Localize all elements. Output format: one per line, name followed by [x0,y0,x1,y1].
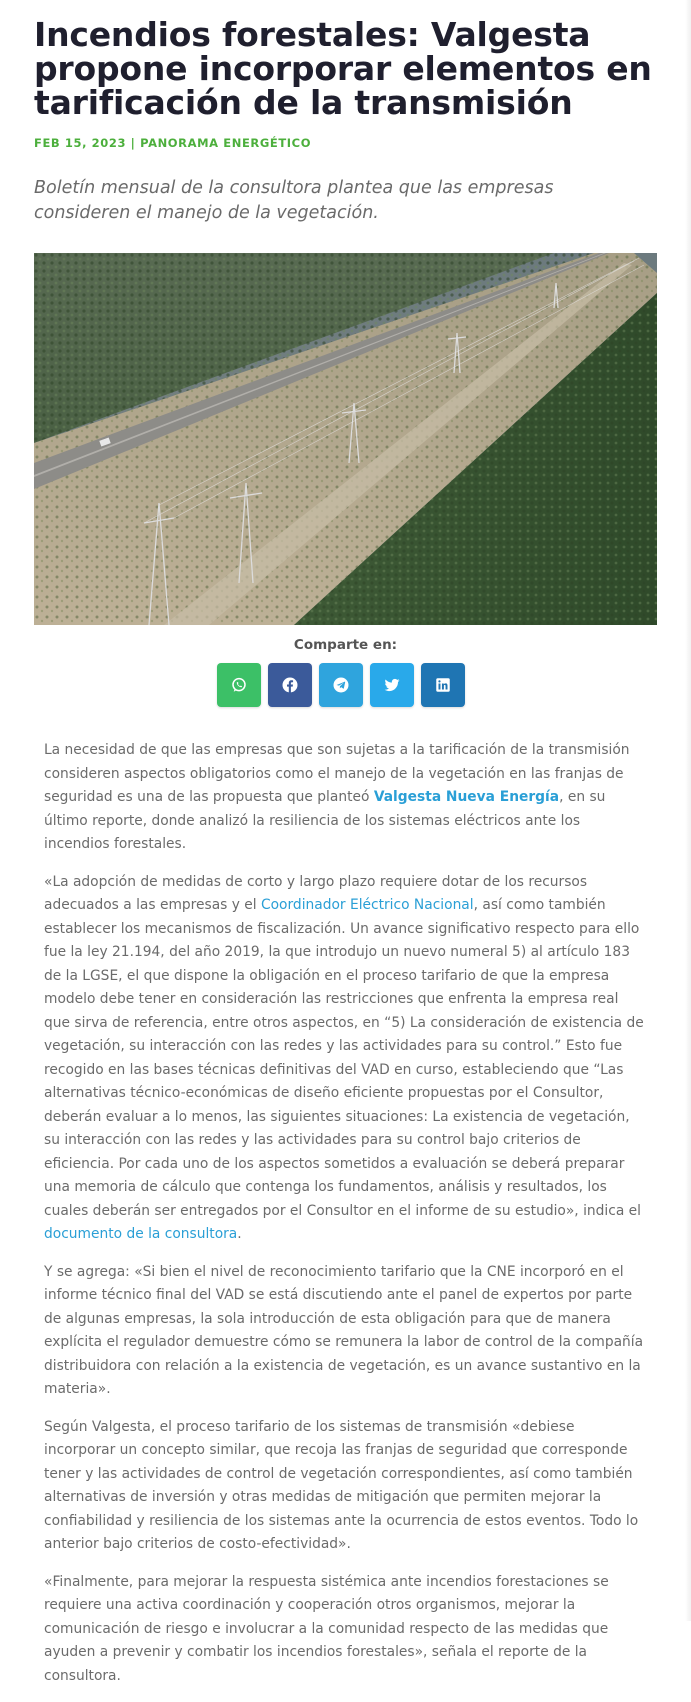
paragraph-2 [44,871,644,1247]
facebook-icon [281,676,299,694]
coordinador-link[interactable]: Coordinador Eléctrico Nacional [260,897,474,913]
share-telegram-button[interactable] [319,663,363,707]
page-edge-shadow [685,0,691,1621]
telegram-icon [332,676,350,694]
paragraph-1 [44,739,644,857]
article-meta [34,136,311,150]
share-buttons [217,663,465,707]
article-date: FEB 15, 2023 [34,136,127,150]
share-label: Comparte en: [293,637,398,653]
linkedin-icon [434,676,452,694]
documento-consultora-link[interactable]: documento de la consultora [44,1226,238,1242]
valgesta-link[interactable]: Valgesta Nueva Energía [373,789,560,805]
article-title: Incendios forestales: Valgesta propone incorporar elementos en tarificación de la transmisión [34,15,652,122]
paragraph-2-text: «La adopción de medidas de corto y largo plazo requiere dotar de los recursos adecuados a las empresas y el [44,873,588,913]
share-linkedin-button[interactable] [421,663,465,707]
paragraph-3: Y se agrega: «Si bien el nivel de reconocimiento tarifario que la CNE incorporó en el informe técnico final del VAD se está discutiendo ante el panel de expertos por parte de algunas empresas, la sola introducción de esta obligación para que de manera explícita el regulador demuestre cómo se remunera la labor de control de la compañía distribuidora con relación a la existencia de vegetación, es un avance sustantivo en la materia». [44,1263,644,1397]
article-body [44,739,644,1702]
aerial-forest-powerline-photo [34,253,657,625]
share-whatsapp-button[interactable] [217,663,261,707]
article-subtitle: Boletín mensual de la consultora plantea que las empresas consideren el manejo de la vegetación. [34,178,554,223]
meta-separator: | [126,136,141,150]
paragraph-2-text-end: . [237,1226,242,1242]
paragraph-1-text: La necesidad de que las empresas que son sujetas a la tarificación de la transmisión consideren aspectos obligatorios como el manejo de la vegetación en las franjas de seguridad es una de las propuesta que planteó [44,742,630,805]
share-twitter-button[interactable] [370,663,414,707]
whatsapp-icon [230,676,248,694]
paragraph-2-text-middle: , así como también establecer los mecanismos de fiscalización. Un avance significativo respecto para ello fue la ley 21.194, del año 2019, la que introdujo un nuevo numeral 5) al artículo 183 de la LGSE, el que dispone la obligación en el proceso tarifario de que la empresa modelo debe tener en consideración las restricciones que enfrenta la empresa real que sirva de referencia, entre otros aspectos, en “5) La consideración de existencia de vegetación, su interacción con las redes y las actividades para su control.” Esto fue recogido en las bases técnicas definitivas del VAD en curso, estableciendo que “Las alternativas técnico-económicas de diseño eficiente propuestas por el Consultor, deberán evaluar a lo menos, las siguientes situaciones: La existencia de vegetación, su interacción con las redes y las actividades para su control bajo criterios de eficiencia. Por cada uno de los aspectos sometidos a evaluación se deberá preparar una memoria de cálculo que contenga los fundamentos, análisis y resultados, los cuales deberán ser entregados por el Consultor en el informe de su estudio», indica el [44,897,644,1219]
share-facebook-button[interactable] [268,663,312,707]
paragraph-5: «Finalmente, para mejorar la respuesta sistémica ante incendios forestaciones se requiere una activa coordinación y cooperación otros organismos, mejorar la comunicación de riesgo e involucrar a la comunidad respecto de las medidas que ayuden a prevenir y combatir los incendios forestales», señala el reporte de la consultora. [44,1573,609,1684]
hero-image [34,253,657,625]
twitter-icon [383,676,401,694]
paragraph-1-text-end: , en su último reporte, donde analizó la resiliencia de los sistemas eléctricos ante los incendios forestales. [44,789,606,852]
article-category-link[interactable]: PANORAMA ENERGÉTICO [140,136,312,150]
paragraph-4: Según Valgesta, el proceso tarifario de los sistemas de transmisión «debiese incorporar un concepto similar, que recoja las franjas de seguridad que corresponde tener y las actividades de control de vegetación correspondientes, así como también alternativas de inversión y otras medidas de mitigación que permiten mejorar la confiabilidad y resiliencia de los sistemas ante la ocurrencia de estos eventos. Todo lo anterior bajo criterios de costo-efectividad». [44,1418,639,1552]
